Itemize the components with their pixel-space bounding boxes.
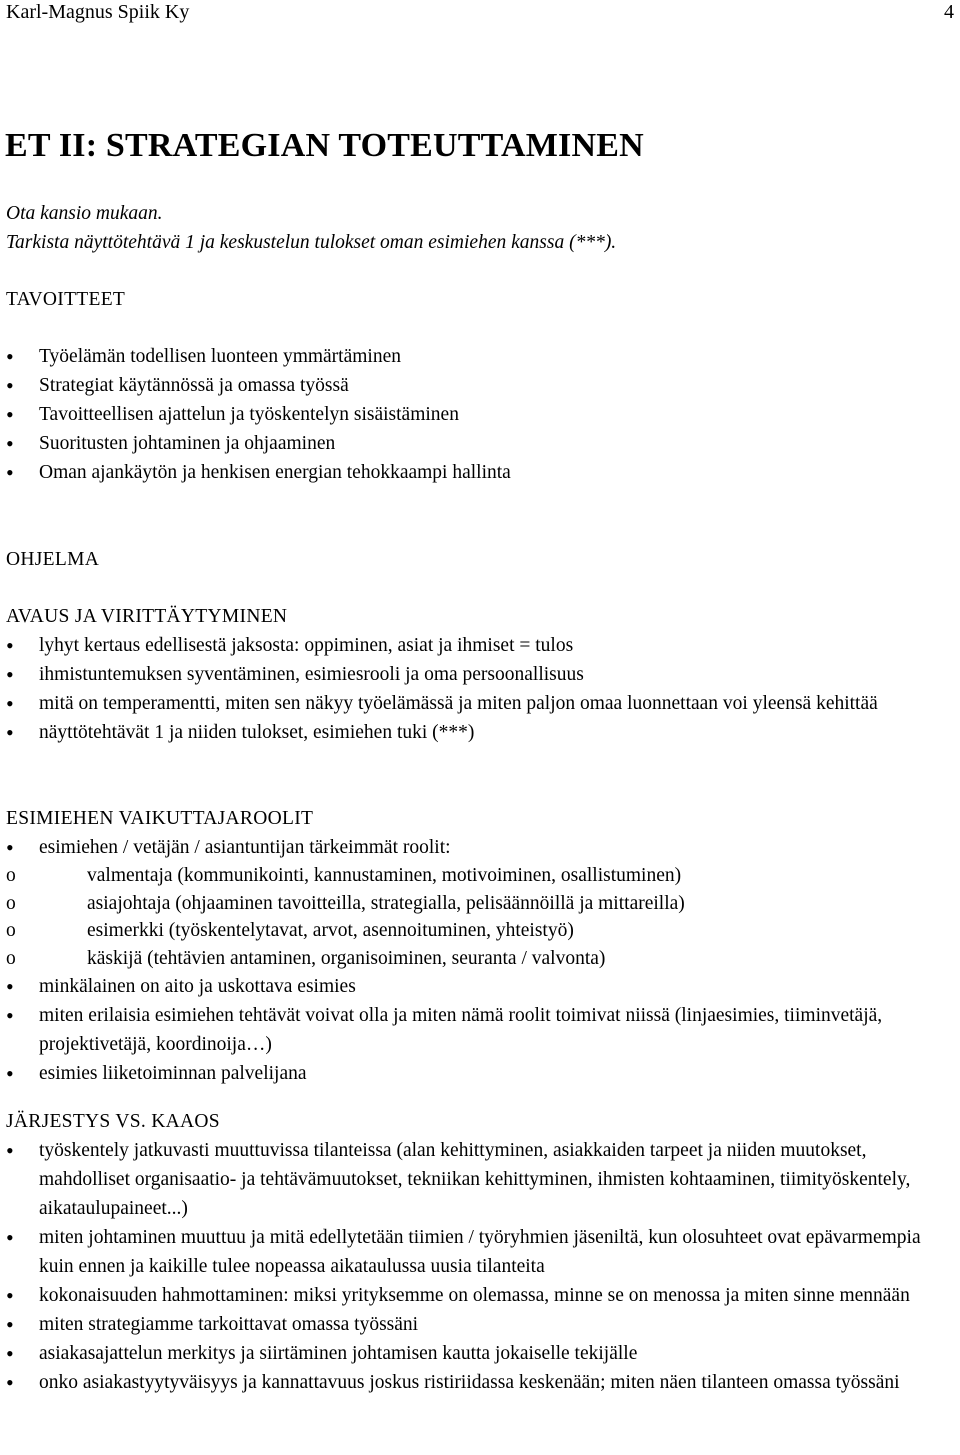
section-tavoitteet [6,285,511,487]
intro-instructions [6,199,616,257]
subsection-heading: AVAUS JA VIRITTÄYTYMINEN [6,606,288,627]
header-author: Karl-Magnus Spiik Ky [6,1,190,23]
list-item: • miten strategiamme tarkoittavat omassa työssäni [6,1310,951,1339]
header-page-number: 4 [944,1,954,23]
list-item: • Tavoitteellisen ajattelun ja työskentelyn sisäistäminen [6,400,511,429]
list-item: • lyhyt kertaus edellisestä jaksosta: oppiminen, asiat ja ihmiset = tulos [6,631,946,660]
sub-list-item: o asiajohtaja (ohjaaminen tavoitteilla, strategialla, pelisäännöillä ja mittareilla) [6,890,951,918]
list-item: • työskentely jatkuvasti muuttuvissa tilanteissa (alan kehittyminen, asiakkaiden tarpeet ja niiden muutokset, mahdolliset organisaatio- ja tehtävämuutokset, tekniikan kehittyminen, ihmisten kohtaaminen, tiimityöskentely, aikataulupaineet...) [6,1136,951,1223]
list-item: • esimiehen / vetäjän / asiantuntijan tärkeimmät roolit: [6,833,951,862]
subsection-avaus [6,602,946,747]
list-item: • kokonaisuuden hahmottaminen: miksi yrityksemme on olemassa, minne se on menossa ja miten sinne mennään [6,1281,951,1310]
opening-list [6,631,946,747]
section-heading: TAVOITTEET [6,289,126,310]
list-item: • Työelämän todellisen luonteen ymmärtäminen [6,342,511,371]
list-item: • onko asiakastyytyväisyys ja kannattavuus joskus ristiriidassa keskenään; miten näen tilanteen omassa työssäni [6,1368,951,1397]
section-ohjelma [6,545,99,574]
subsection-heading: JÄRJESTYS VS. KAAOS [6,1111,220,1132]
subsection-heading: ESIMIEHEN VAIKUTTAJAROOLIT [6,808,314,829]
sub-list-item: o esimerkki (työskentelytavat, arvot, asennoituminen, yhteistyö) [6,917,951,945]
subsection-jarjestys [6,1107,951,1397]
list-item: • minkälainen on aito ja uskottava esimies [6,972,951,1001]
list-item: • näyttötehtävät 1 ja niiden tulokset, esimiehen tuki (***) [6,718,946,747]
roles-sublist [6,862,951,972]
section-heading: OHJELMA [6,549,100,570]
page-title: ET II: STRATEGIAN TOTEUTTAMINEN [5,127,644,164]
list-item: • ihmistuntemuksen syventäminen, esimiesrooli ja oma persoonallisuus [6,660,946,689]
list-item: • miten erilaisia esimiehen tehtävät voivat olla ja miten nämä roolit toimivat niissä (linjaesimies, tiiminvetäjä, projektivetäjä, koordinoija…) [6,1001,951,1059]
intro-line: Ota kansio mukaan. [6,203,163,224]
list-item: • Suoritusten johtaminen ja ohjaaminen [6,429,511,458]
list-item: • Strategiat käytännössä ja omassa työssä [6,371,511,400]
order-chaos-list [6,1136,951,1397]
intro-line: Tarkista näyttötehtävä 1 ja keskustelun tulokset oman esimiehen kanssa (***). [6,232,617,253]
sub-list-item: o valmentaja (kommunikointi, kannustaminen, motivoiminen, osallistuminen) [6,862,951,890]
list-item: • esimies liiketoiminnan palvelijana [6,1059,951,1088]
list-item: • asiakasajattelun merkitys ja siirtäminen johtamisen kautta jokaiselle tekijälle [6,1339,951,1368]
goals-list [6,342,511,487]
sub-list-item: o käskijä (tehtävien antaminen, organisoiminen, seuranta / valvonta) [6,945,951,973]
roles-list [6,833,951,862]
list-item: • Oman ajankäytön ja henkisen energian tehokkaampi hallinta [6,458,511,487]
subsection-esimiehen [6,804,951,1088]
list-item: • miten johtaminen muuttuu ja mitä edellytetään tiimien / työryhmien jäseniltä, kun olosuhteet ovat epävarmempia kuin ennen ja kaikille tulee nopeassa aikataulussa uusia tilanteita [6,1223,951,1281]
leader-list [6,972,951,1088]
list-item: • mitä on temperamentti, miten sen näkyy työelämässä ja miten paljon omaa luonnettaan voi yleensä kehittää [6,689,946,718]
